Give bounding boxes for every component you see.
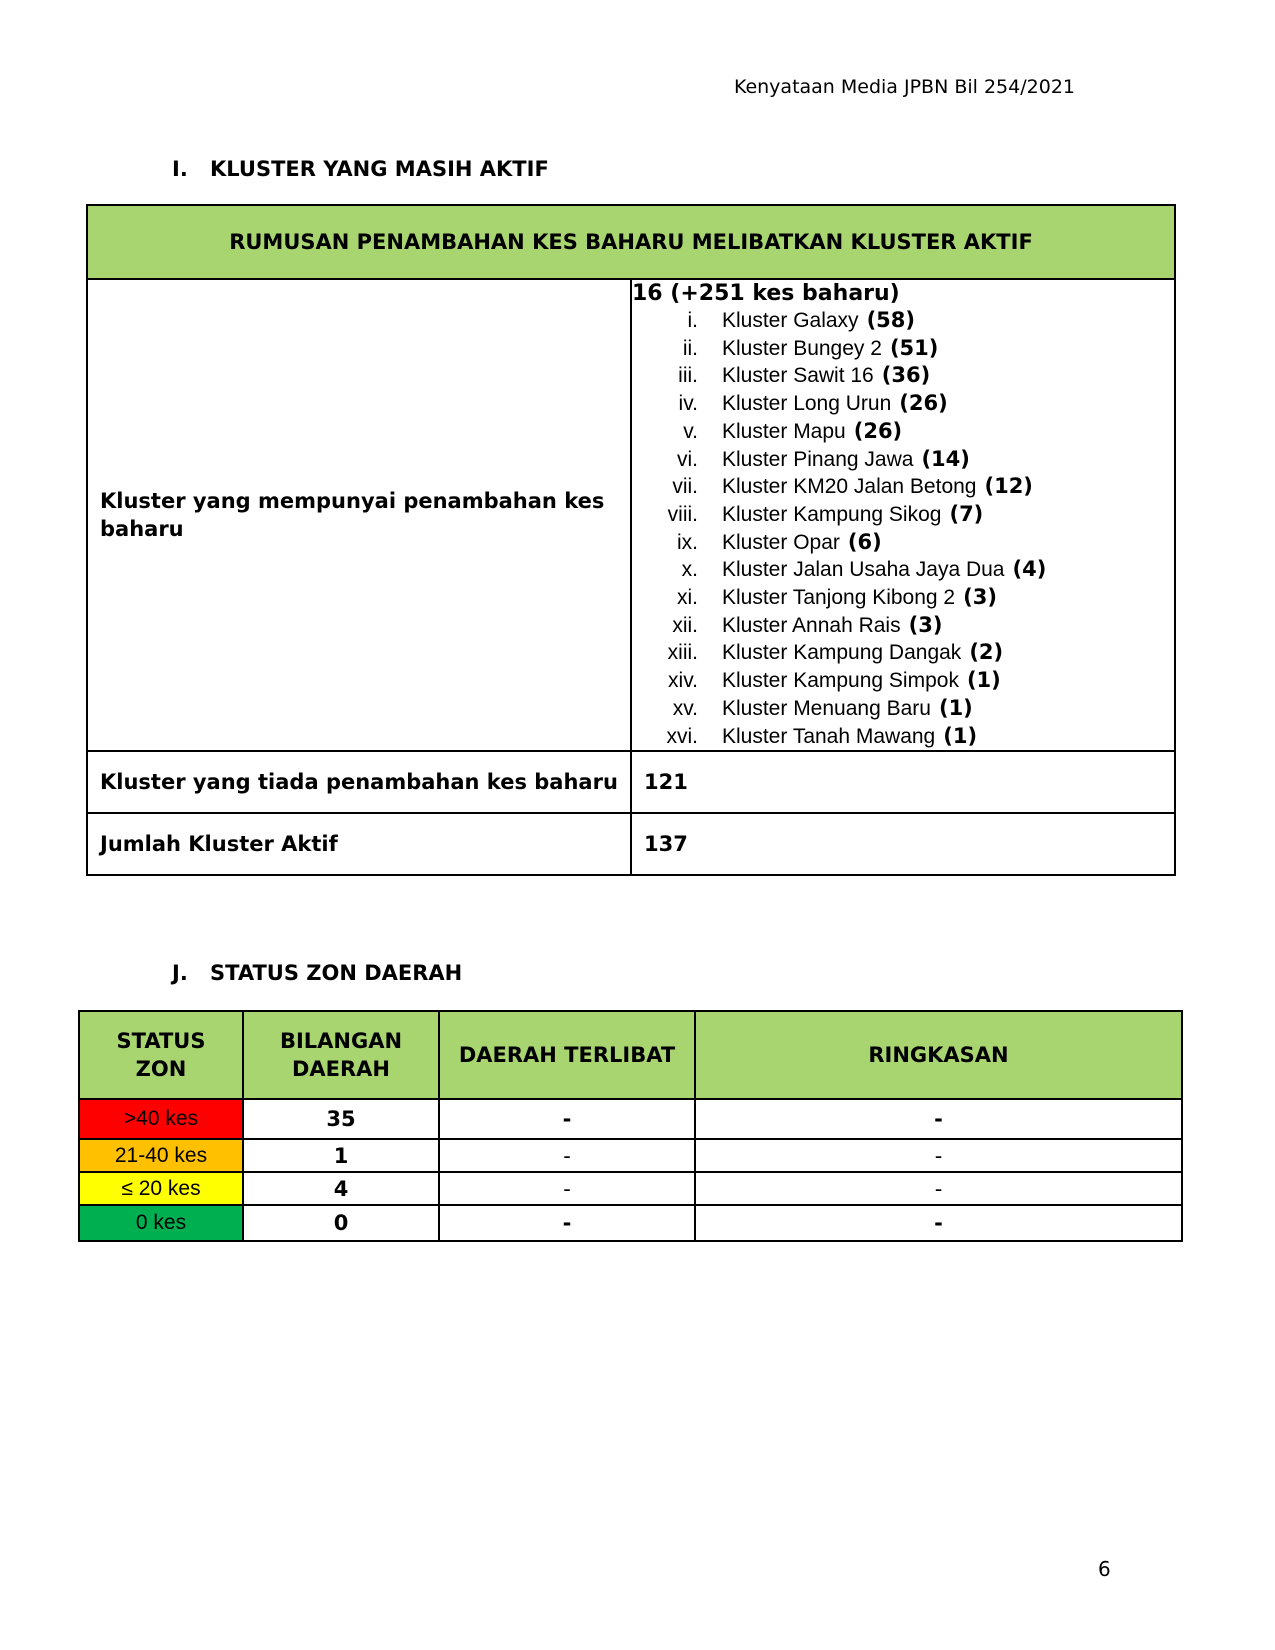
cluster-number: xvi. [666,724,698,748]
list-item [632,501,1174,529]
cluster-count: (2) [969,640,1004,665]
total-active-label: Jumlah Kluster Aktif [87,813,631,875]
list-item [632,584,1174,612]
section-j-title [172,961,462,985]
list-item [632,446,1174,474]
cluster-number: x. [681,558,698,582]
table-row [87,751,1175,813]
cluster-count: (58) [866,308,915,332]
districts-involved: - [439,1099,695,1139]
table-row [87,279,1175,751]
cluster-number: i. [687,309,698,332]
list-item [632,695,1174,723]
cluster-count: (12) [984,474,1033,499]
cluster-name: Kluster Jalan Usaha Jaya Dua [722,558,1005,582]
zone-orange-label: 21-40 kes [79,1139,243,1172]
cluster-number: iii. [678,364,698,388]
cluster-number: v. [683,419,698,443]
cluster-name: Kluster Tanjong Kibong 2 [722,586,956,610]
cluster-name: Kluster Kampung Dangak [722,641,962,665]
cluster-number: ii. [682,336,698,360]
list-item [632,667,1174,695]
section-i-title [172,157,549,181]
cluster-count: (1) [966,668,1001,693]
cluster-count: (3) [963,585,997,610]
cluster-list [632,307,1174,750]
cluster-count: (1) [938,695,973,720]
zone-status-table [78,1010,1183,1242]
zone-yellow-label: ≤ 20 kes [79,1172,243,1205]
cluster-number: vi. [677,447,698,471]
new-cases-clusters [631,279,1175,751]
list-item [632,335,1174,363]
cluster-name: Kluster Long Urun [722,392,892,416]
cluster-count: (4) [1012,557,1047,582]
cluster-name: Kluster Menuang Baru [722,696,931,720]
list-item [632,307,1174,335]
cluster-count: (6) [847,529,882,554]
district-count: 35 [243,1099,439,1139]
list-item [632,362,1174,390]
zone-green-label: 0 kes [79,1205,243,1241]
cluster-name: Kluster Opar [722,530,840,554]
district-count: 4 [243,1172,439,1205]
new-cases-label: Kluster yang mempunyai penambahan kes baharu [87,279,631,751]
cluster-name: Kluster Annah Rais [722,613,901,637]
table-header-row [79,1011,1182,1099]
section-i-letter: I. [172,157,188,181]
cluster-name: Kluster KM20 Jalan Betong [722,475,977,499]
list-item [632,418,1174,446]
list-item [632,529,1174,557]
column-header-ringkasan: RINGKASAN [695,1011,1182,1099]
column-header-bilangan-daerah: BILANGAN DAERAH [243,1011,439,1099]
table-row [79,1172,1182,1205]
list-item [632,639,1174,667]
summary: - [695,1172,1182,1205]
section-j-title-text: STATUS ZON DAERAH [210,961,463,985]
cluster-name: Kluster Kampung Sikog [722,502,942,526]
cluster-count: (3) [908,612,943,637]
media-statement-reference: Kenyataan Media JPBN Bil 254/2021 [733,76,1075,98]
districts-involved: - [439,1205,695,1241]
section-j-letter: J. [172,961,188,985]
summary: - [695,1099,1182,1139]
list-item [632,473,1174,501]
section-i-title-text: KLUSTER YANG MASIH AKTIF [210,157,549,181]
cluster-count: (51) [889,335,939,360]
cluster-name: Kluster Bungey 2 [722,336,882,360]
cluster-name: Kluster Kampung Simpok [722,669,959,693]
total-active-value: 137 [631,813,1175,875]
table-row [79,1139,1182,1172]
cluster-name: Kluster Mapu [722,419,846,443]
cluster-number: viii. [667,502,698,526]
cluster-number: xii. [672,613,698,637]
table-row [87,813,1175,875]
new-cases-summary: 16 (+251 kes baharu) [632,281,900,306]
cluster-count: (36) [881,363,931,388]
no-new-cases-value: 121 [631,751,1175,813]
cluster-number: ix. [677,530,698,554]
cluster-count: (1) [943,723,978,748]
list-item [632,723,1174,751]
cluster-number: vii. [672,475,698,499]
column-header-daerah-terlibat: DAERAH TERLIBAT [439,1011,695,1099]
cluster-name: Kluster Sawit 16 [722,364,874,388]
table-row [79,1099,1182,1139]
column-header-status-zon: STATUS ZON [79,1011,243,1099]
cluster-number: xv. [672,696,698,720]
cluster-number: xiii. [667,641,698,665]
district-count: 1 [243,1139,439,1172]
cluster-name: Kluster Tanah Mawang [722,724,936,748]
districts-involved: - [439,1139,695,1172]
list-item [632,612,1174,640]
list-item [632,556,1174,584]
cluster-number: iv. [678,392,698,416]
cluster-count: (26) [853,418,903,443]
cluster-number: xiv. [668,669,698,693]
active-cluster-table [86,204,1176,876]
districts-involved: - [439,1172,695,1205]
table-row [79,1205,1182,1241]
cluster-name: Kluster Pinang Jawa [722,447,914,471]
cluster-count: (26) [899,391,948,416]
zone-red-label: >40 kes [79,1099,243,1139]
page-number: 6 [1098,1557,1111,1581]
cluster-count: (7) [949,501,984,526]
cluster-number: xi. [677,586,698,610]
cluster-count: (14) [921,446,970,471]
summary: - [695,1205,1182,1241]
district-count: 0 [243,1205,439,1241]
no-new-cases-label: Kluster yang tiada penambahan kes baharu [87,751,631,813]
summary: - [695,1139,1182,1172]
active-cluster-table-header: RUMUSAN PENAMBAHAN KES BAHARU MELIBATKAN KLUSTER AKTIF [87,205,1175,279]
list-item [632,390,1174,418]
cluster-name: Kluster Galaxy [722,309,859,332]
